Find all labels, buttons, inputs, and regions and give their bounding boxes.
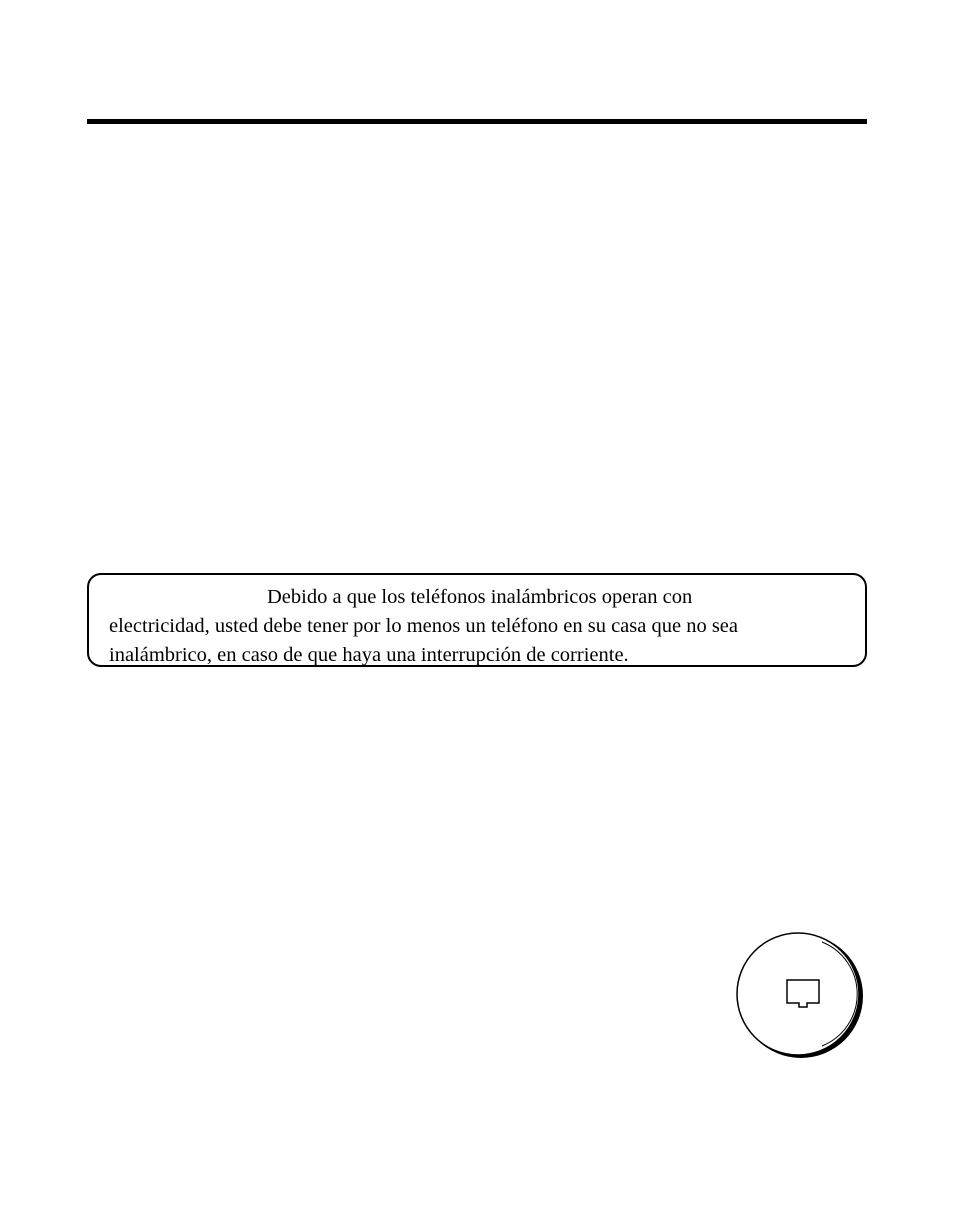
- note-box: [87, 573, 867, 667]
- phone-wall-jack-icon: [736, 930, 870, 1062]
- note-text: Debido a que los teléfonos inalámbricos operan con electricidad, usted debe tener por lo menos un teléfono en su casa que no sea inalámbrico, en caso de que haya una interrupción de corriente.: [109, 586, 739, 666]
- header-rule: [87, 119, 867, 124]
